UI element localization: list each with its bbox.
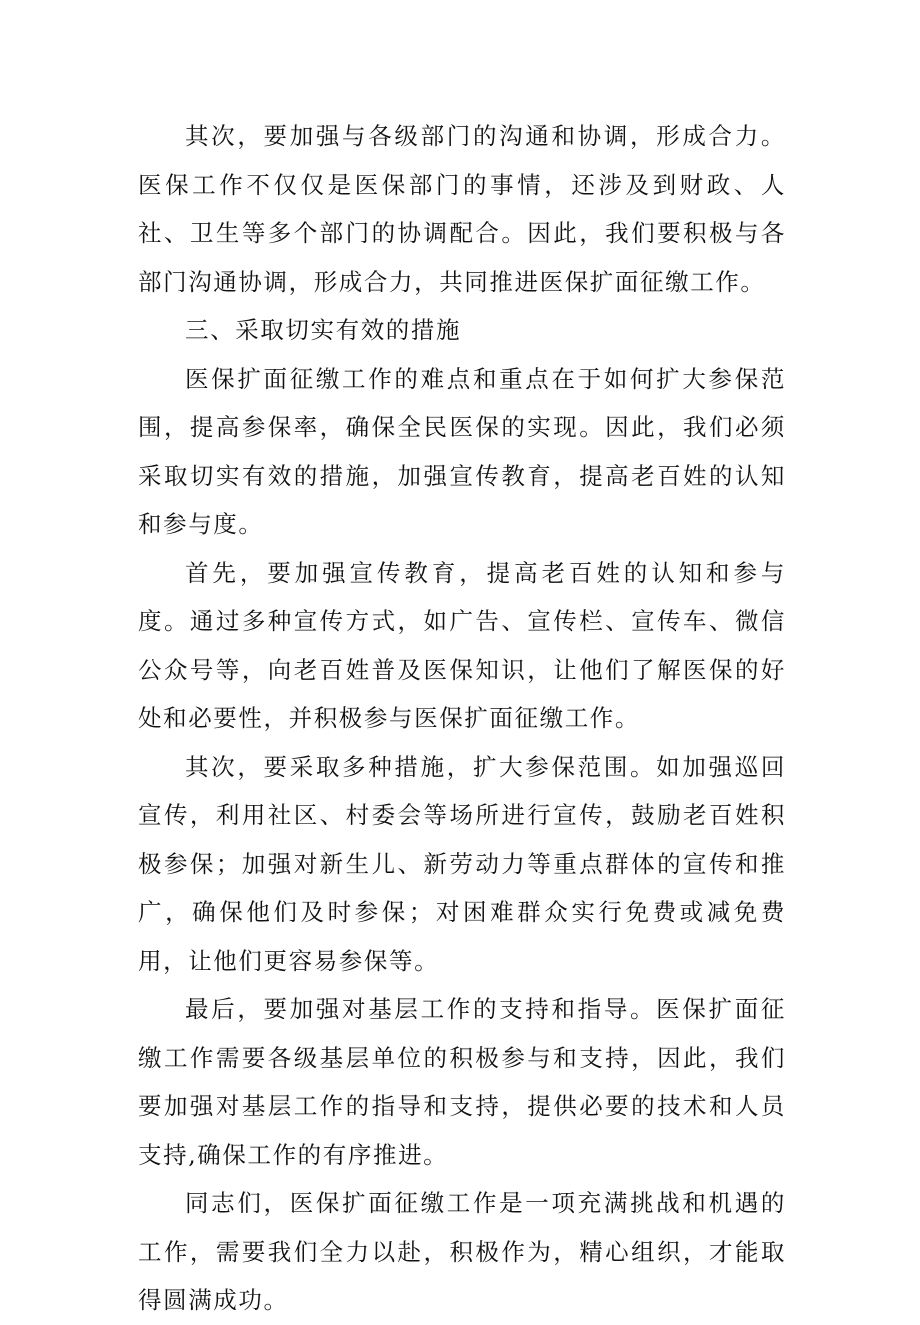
document-page bbox=[138, 112, 786, 1325]
paragraph-difficulty: 医保扩面征缴工作的难点和重点在于如何扩大参保范围，提高参保率，确保全民医保的实现。因此，我们必须采取切实有效的措施，加强宣传教育，提高老百姓的认知和参与度。 bbox=[138, 364, 786, 538]
paragraph-coordination: 其次，要加强与各级部门的沟通和协调，形成合力。医保工作不仅仅是医保部门的事情，还涉及到财政、人社、卫生等多个部门的协调配合。因此，我们要积极与各部门沟通协调，形成合力，共同推进医保扩面征缴工作。 bbox=[138, 122, 786, 296]
paragraph-conclusion: 同志们，医保扩面征缴工作是一项充满挑战和机遇的工作，需要我们全力以赴，积极作为，精心组织，才能取得圆满成功。 bbox=[138, 1189, 786, 1314]
paragraph-expand-coverage: 其次，要采取多种措施，扩大参保范围。如加强巡回宣传，利用社区、村委会等场所进行宣传，鼓励老百姓积极参保；加强对新生儿、新劳动力等重点群体的宣传和推广，确保他们及时参保；对困难群众实行免费或减免费用，让他们更容易参保等。 bbox=[138, 752, 786, 975]
section-heading-measures: 三、采取切实有效的措施 bbox=[185, 316, 462, 344]
paragraph-grassroots-support: 最后，要加强对基层工作的支持和指导。医保扩面征缴工作需要各级基层单位的积极参与和支持，因此，我们要加强对基层工作的指导和支持，提供必要的技术和人员支持,确保工作的有序推进。 bbox=[138, 995, 786, 1169]
paragraph-publicity: 首先，要加强宣传教育，提高老百姓的认知和参与度。通过多种宣传方式，如广告、宣传栏、宣传车、微信公众号等，向老百姓普及医保知识，让他们了解医保的好处和必要性，并积极参与医保扩面征缴工作。 bbox=[138, 558, 786, 732]
